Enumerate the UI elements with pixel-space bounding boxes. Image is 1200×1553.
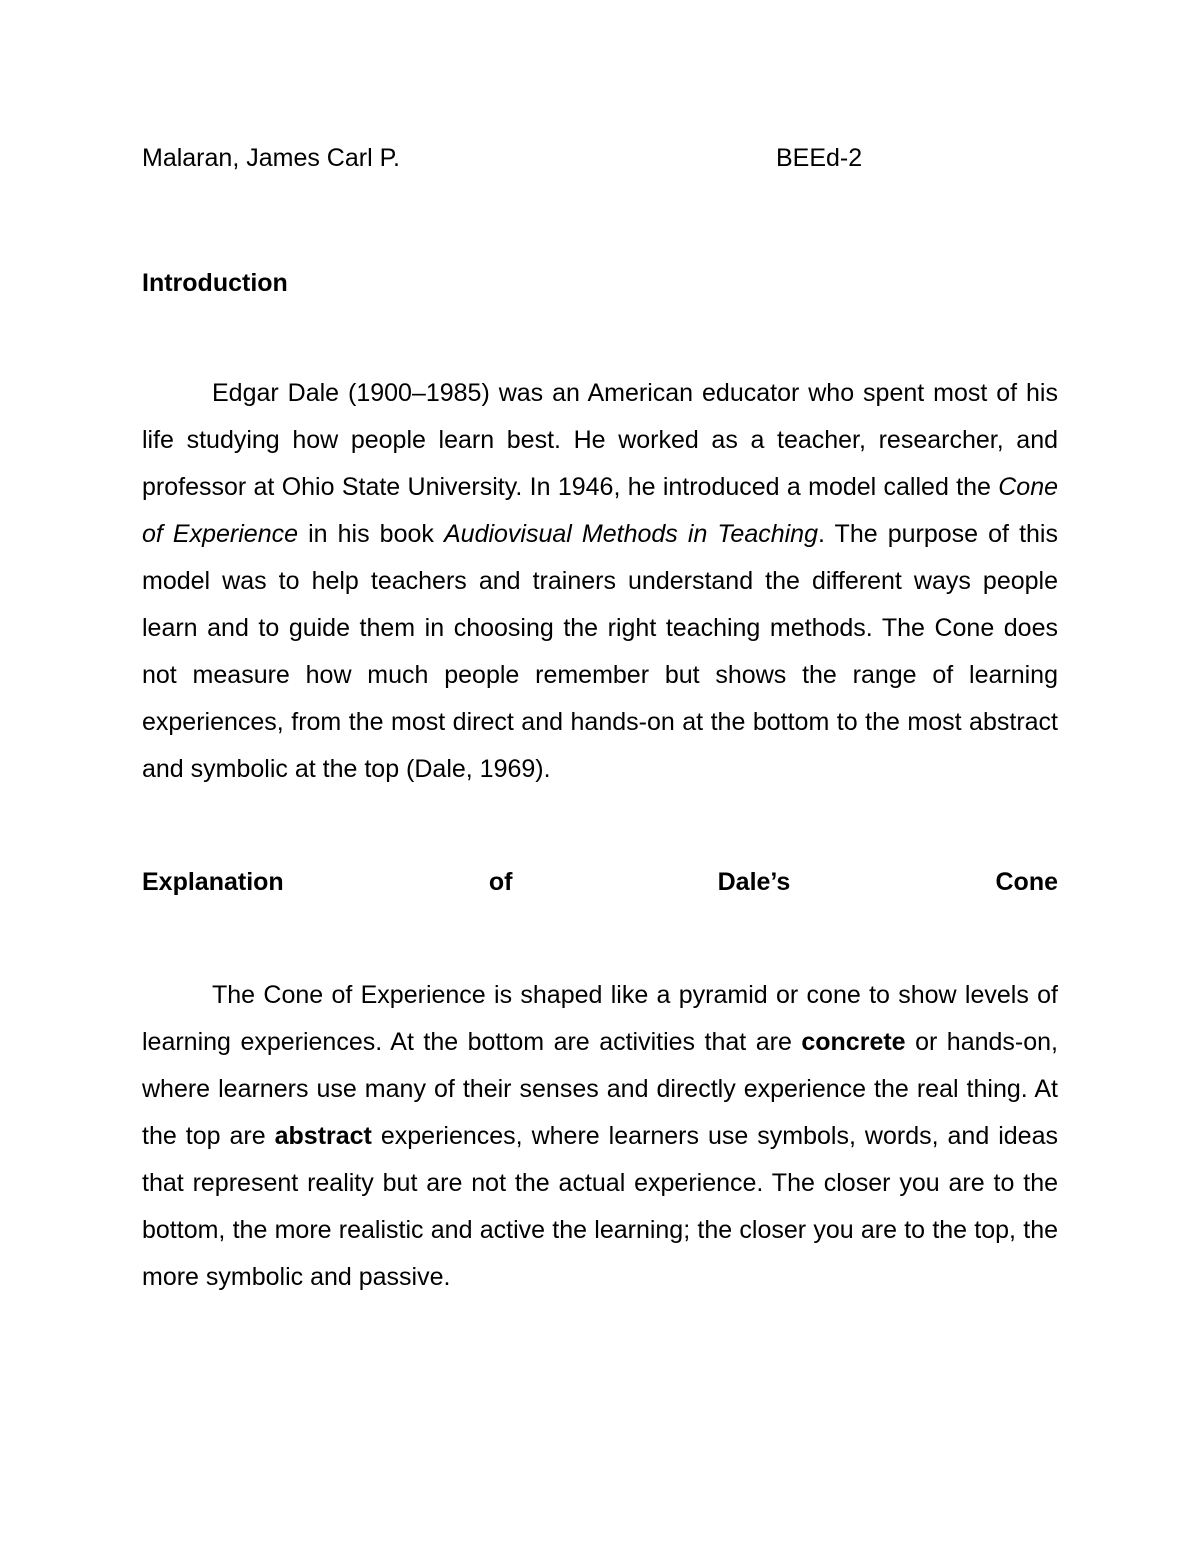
course-code: BEEd-2 [776, 144, 863, 172]
expl-text-1: The Cone of Experience is shaped like a pyramid or cone to show levels of learning experiences. At the bottom are activities that are [142, 981, 1058, 1056]
introduction-heading: Introduction [142, 269, 288, 297]
abstract-term: abstract [274, 1122, 372, 1150]
explanation-heading-word: Cone [995, 868, 1058, 896]
intro-text-1: Edgar Dale (1900–1985) was an American educator who spent most of his life studying how people learn best. He worked as a teacher, researcher, and professor at Ohio State University. In 1946, he introduced a model called the [142, 379, 1058, 501]
book-title: Audiovisual Methods in Teaching [443, 520, 818, 548]
introduction-paragraph [142, 370, 1058, 793]
explanation-heading [142, 866, 1058, 898]
student-name: Malaran, James Carl P. [142, 144, 400, 172]
expl-text-2: or hands-on, where learners use many of their senses and directly experience the real thing. At the top are [142, 1028, 1058, 1150]
intro-text-2: in his book [298, 520, 444, 548]
expl-text-3: experiences, where learners use symbols, words, and ideas that represent reality but are not the actual experience. The closer you are to the bottom, the more realistic and active the learning; the closer you are to the top, the more symbolic and passive. [142, 1122, 1058, 1291]
explanation-heading-word: of [488, 868, 513, 896]
explanation-heading-word: Explanation [142, 868, 284, 896]
cone-of-experience-title: Cone of Experience [142, 473, 1058, 548]
explanation-heading-word: Dale’s [717, 868, 791, 896]
intro-text-3: . The purpose of this model was to help teachers and trainers understand the different ways people learn and to guide them in choosing the right teaching methods. The Cone does not measure how much people remember but shows the range of learning experiences, from the most direct and hands-on at the bottom to the most abstract and symbolic at the top (Dale, 1969). [142, 520, 1058, 783]
explanation-paragraph [142, 972, 1058, 1301]
concrete-term: concrete [801, 1028, 906, 1056]
